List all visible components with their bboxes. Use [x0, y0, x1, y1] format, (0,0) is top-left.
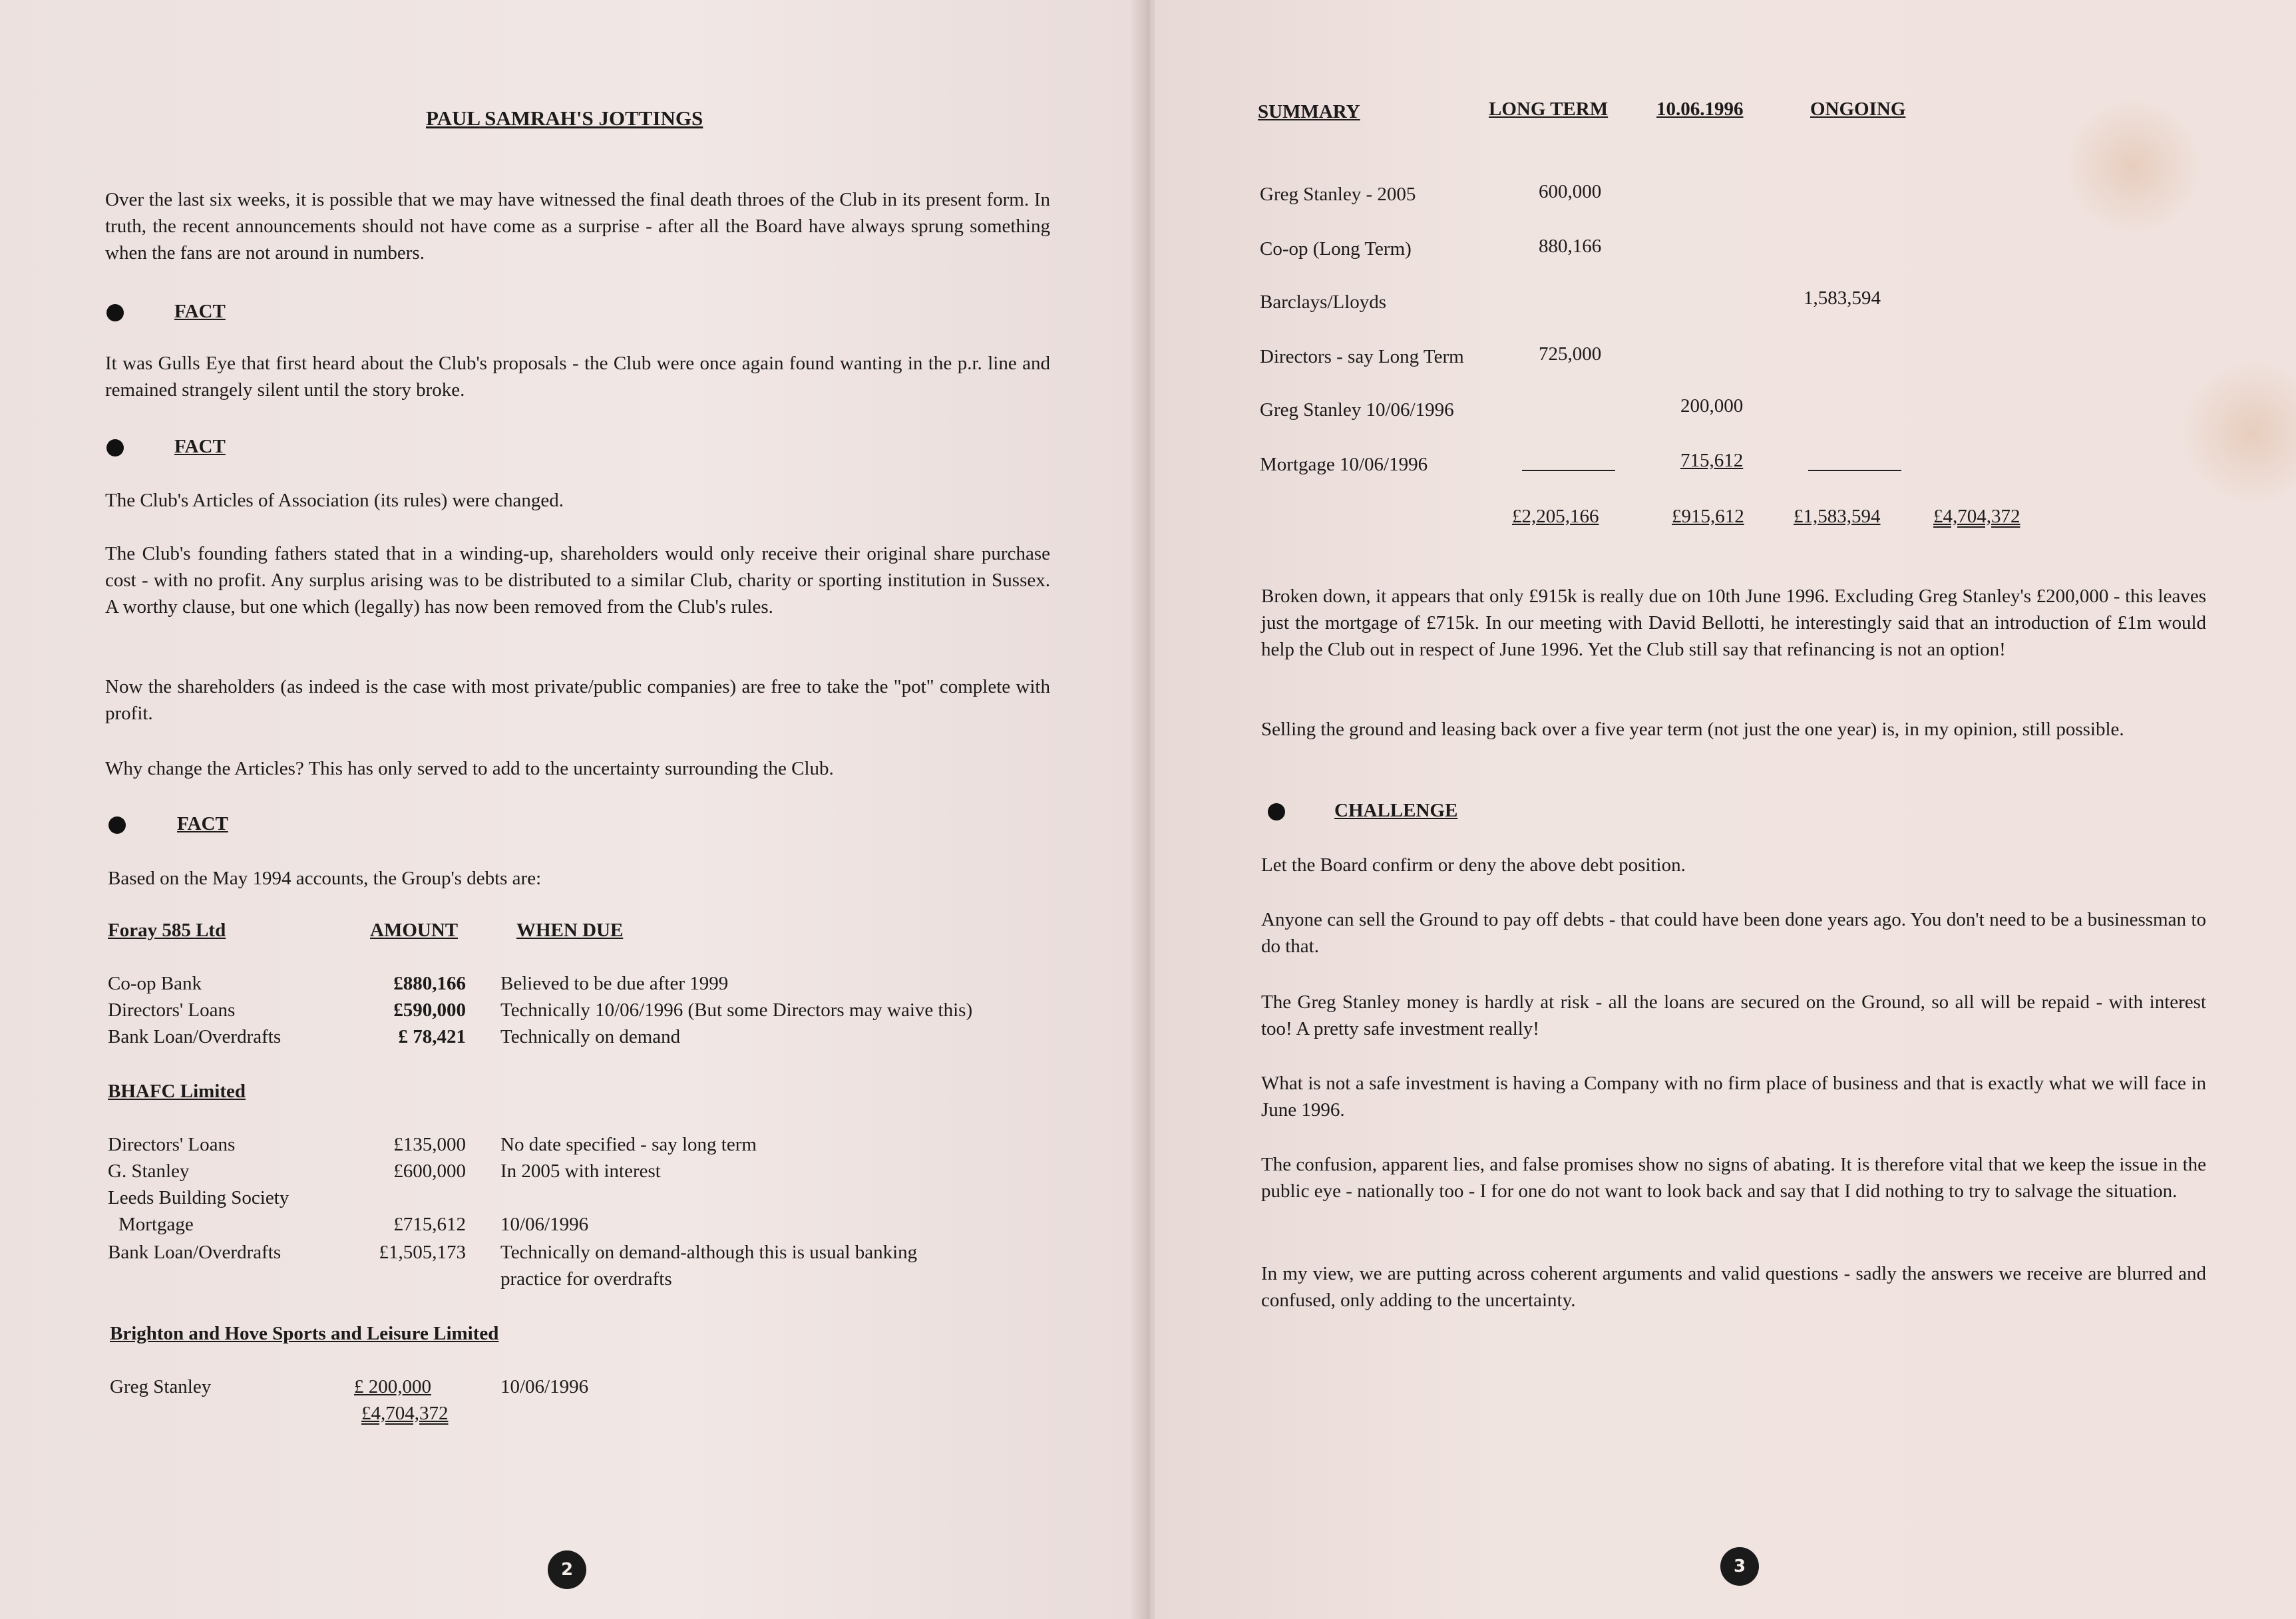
table-row-label: Mortgage — [118, 1214, 194, 1235]
summary-row-label: Co-op (Long Term) — [1260, 238, 1412, 260]
table-row-label: Directors' Loans — [108, 999, 236, 1021]
fact-text-3: Based on the May 1994 accounts, the Group's debts are: — [108, 868, 542, 889]
table-row-amount: £135,000 — [393, 1134, 466, 1155]
table-row-when: 10/06/1996 — [500, 1376, 589, 1397]
fact-text-2b: The Club's founding fathers stated that in a winding-up, shareholders would only receive their original share purchase cost - with no profit. Any surplus arising was to be distributed to a similar Club, charity or sporting institution in Sussex. A worthy clause, but one which (legally) has now been removed from the Club's rules. — [105, 543, 1050, 618]
table-row-when: Believed to be due after 1999 — [500, 973, 729, 994]
summary-row-label: Greg Stanley 10/06/1996 — [1260, 399, 1454, 421]
fact-heading-3: FACT — [177, 813, 228, 834]
summary-total-date: £915,612 — [1672, 506, 1744, 527]
paragraph-3: Let the Board confirm or deny the above debt position. — [1261, 854, 1686, 876]
paragraph-1: Broken down, it appears that only £915k is really due on 10th June 1996. Excluding Greg Stanley's £200,000 - this leaves just the mortgage of £715k. In our meeting with David Bellotti, he interestingly said that an introduction of £1m would help the Club out in respect of June 1996. Yet the Club still say that refinancing is not an option! — [1261, 586, 2206, 660]
table-row-when-cont: practice for overdrafts — [500, 1268, 672, 1290]
summary-row-long-term: 600,000 — [1539, 181, 1602, 202]
page-number: 2 — [548, 1550, 586, 1589]
summary-row-date: 715,612 — [1680, 450, 1744, 471]
table-row-when: 10/06/1996 — [500, 1214, 589, 1235]
table-row-amount: £715,612 — [393, 1214, 466, 1235]
table-row-label: Co-op Bank — [108, 973, 202, 994]
table-row-label: Bank Loan/Overdrafts — [108, 1026, 282, 1047]
table-row-amount: £ 78,421 — [398, 1026, 466, 1047]
summary-row-long-term: 880,166 — [1539, 236, 1602, 257]
fact-text-2c: Now the shareholders (as indeed is the case with most private/public companies) are free to take the "pot" complete with profit. — [105, 676, 1050, 724]
table-row-when: Technically on demand — [500, 1026, 681, 1047]
summary-row-label: Barclays/Lloyds — [1260, 291, 1387, 313]
right-page — [1155, 0, 2296, 1619]
summary-header: SUMMARY — [1258, 101, 1360, 122]
table-header-company: Foray 585 Ltd — [108, 920, 226, 941]
table-row-amount: £1,505,173 — [379, 1242, 466, 1263]
page-title: PAUL SAMRAH'S JOTTINGS — [426, 106, 703, 130]
table-header-when: WHEN DUE — [516, 920, 624, 941]
table-row-label: Bank Loan/Overdrafts — [108, 1242, 282, 1263]
paragraph-2: Selling the ground and leasing back over a five year term (not just the one year) is, in my opinion, still possible. — [1261, 719, 2124, 740]
table-row-when: No date specified - say long term — [500, 1134, 757, 1155]
bullet-icon — [108, 816, 126, 834]
bhsl-heading: Brighton and Hove Sports and Leisure Limited — [110, 1323, 499, 1344]
page-number: 3 — [1720, 1547, 1759, 1586]
summary-row-long-term: 725,000 — [1539, 343, 1602, 365]
paragraph-7: The confusion, apparent lies, and false promises show no signs of abating. It is therefore vital that we keep the issue in the public eye - nationally too - I for one do not want to look back and say that I did nothing to try to salvage the situation. — [1261, 1154, 2206, 1202]
fact-text-2a: The Club's Articles of Association (its rules) were changed. — [105, 490, 564, 511]
table-row-label: Directors' Loans — [108, 1134, 236, 1155]
blank-underline — [1808, 470, 1901, 471]
paragraph-8: In my view, we are putting across coherent arguments and valid questions - sadly the answers we receive are blurred and confused, only adding to the uncertainty. — [1261, 1263, 2206, 1311]
challenge-heading: CHALLENGE — [1334, 800, 1458, 821]
summary-row-ongoing: 1,583,594 — [1804, 287, 1881, 309]
bullet-icon — [1268, 803, 1285, 820]
intro-paragraph: Over the last six weeks, it is possible that we may have witnessed the final death throes of the Club in its present form. In truth, the recent announcements should not have come as a surprise - after all the Board have always sprung something when the fans are not around in numbers. — [105, 189, 1050, 264]
table-row-when: Technically on demand-although this is usual banking — [500, 1242, 918, 1263]
summary-header-ongoing: ONGOING — [1810, 98, 1906, 120]
summary-total-long-term: £2,205,166 — [1512, 506, 1599, 527]
paragraph-6: What is not a safe investment is having a Company with no firm place of business and that is exactly what we will face in June 1996. — [1261, 1073, 2206, 1121]
bullet-icon — [106, 304, 124, 321]
paragraph-4: Anyone can sell the Ground to pay off debts - that could have been done years ago. You don't need to be a businessman to do that. — [1261, 909, 2206, 957]
table-row-label: Greg Stanley — [110, 1376, 212, 1397]
paragraph-5: The Greg Stanley money is hardly at risk - all the loans are secured on the Ground, so all will be repaid - with interest too! A pretty safe investment really! — [1261, 991, 2206, 1039]
table-row-label: G. Stanley — [108, 1161, 190, 1182]
left-page — [0, 0, 1141, 1619]
summary-row-label: Mortgage 10/06/1996 — [1260, 454, 1428, 475]
summary-row-label: Directors - say Long Term — [1260, 346, 1464, 367]
table-row-amount: £600,000 — [393, 1161, 466, 1182]
paper-stain — [2066, 93, 2200, 240]
summary-header-long-term: LONG TERM — [1489, 98, 1609, 120]
table-row-amount: £880,166 — [393, 973, 466, 994]
table-row-when: In 2005 with interest — [500, 1161, 661, 1182]
summary-total-grand: £4,704,372 — [1933, 506, 2020, 527]
fact-text-2d: Why change the Articles? This has only served to add to the uncertainty surrounding the Club. — [105, 758, 834, 779]
fact-heading-1: FACT — [174, 301, 226, 322]
summary-row-date: 200,000 — [1680, 395, 1744, 417]
table-row-amount: £590,000 — [393, 999, 466, 1021]
blank-underline — [1522, 470, 1615, 471]
table-row-label: Leeds Building Society — [108, 1187, 289, 1208]
table-header-amount: AMOUNT — [370, 920, 459, 941]
table-row-amount: £ 200,000 — [354, 1376, 431, 1397]
table-row-when: Technically 10/06/1996 (But some Directors may waive this) — [500, 999, 973, 1021]
summary-total-ongoing: £1,583,594 — [1794, 506, 1881, 527]
summary-row-label: Greg Stanley - 2005 — [1260, 184, 1416, 205]
fact-text-1: It was Gulls Eye that first heard about the Club's proposals - the Club were once again found wanting in the p.r. line and remained strangely silent until the story broke. — [105, 353, 1050, 401]
grand-total: £4,704,372 — [361, 1403, 449, 1424]
bullet-icon — [106, 439, 124, 456]
paper-stain — [2180, 359, 2296, 506]
bhafc-heading: BHAFC Limited — [108, 1081, 246, 1102]
fact-heading-2: FACT — [174, 436, 226, 457]
summary-header-date: 10.06.1996 — [1656, 98, 1744, 120]
